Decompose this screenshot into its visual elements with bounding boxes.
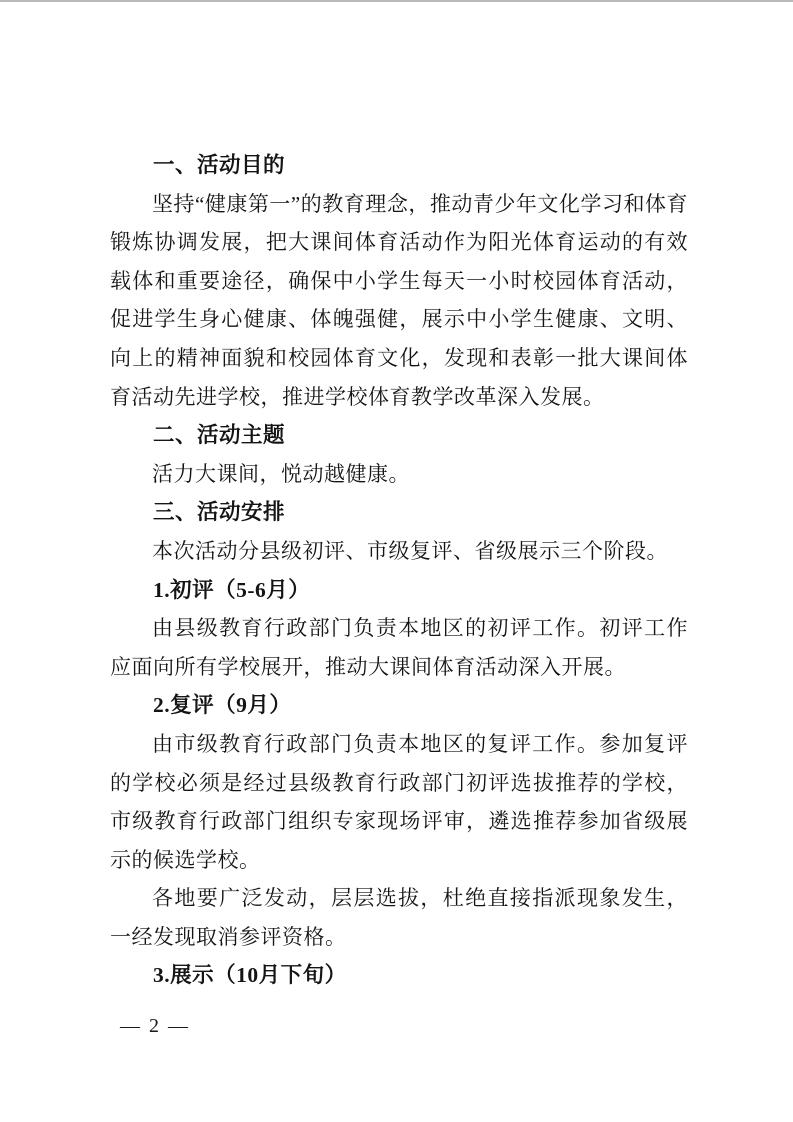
numbered-subheading: 1.初评（5-6月） xyxy=(153,577,311,602)
body-paragraph: 本次活动分县级初评、市级复评、省级展示三个阶段。 xyxy=(152,538,668,563)
section-heading: 一、活动目的 xyxy=(153,153,286,177)
body-paragraph: 活力大课间，悦动越健康。 xyxy=(152,461,410,486)
document-content xyxy=(110,146,688,995)
body-paragraph: 坚持“健康第一”的教育理念，推动青少年文化学习和体育锻炼协调发展，把大课间体育活动作为阳光体育运动的有效载体和重要途径，确保中小学生每天一小时校园体育活动，促进学生身心健康、体魄强健，展示中小学生健康、文明、向上的精神面貌和校园体育文化，发现和表彰一批大课间体育活动先进学校，推进学校体育教学改革深入发展。 xyxy=(110,191,688,409)
body-paragraph: 各地要广泛发动，层层选拔，杜绝直接指派现象发生，一经发现取消参评资格。 xyxy=(110,886,688,949)
numbered-subheading: 3.展示（10月下旬） xyxy=(153,963,347,988)
numbered-subheading: 2.复评（9月） xyxy=(153,693,292,718)
page-number: — 2 — xyxy=(120,1015,190,1037)
page-footer xyxy=(120,1015,190,1038)
body-paragraph: 由县级教育行政部门负责本地区的初评工作。初评工作应面向所有学校展开，推动大课间体育活动深入开展。 xyxy=(110,616,688,679)
section-heading: 二、活动主题 xyxy=(153,423,286,448)
body-paragraph: 由市级教育行政部门负责本地区的复评工作。参加复评的学校必须是经过县级教育行政部门初评选拔推荐的学校，市级教育行政部门组织专家现场评审，遴选推荐参加省级展示的候选学校。 xyxy=(110,731,688,872)
section-heading: 三、活动安排 xyxy=(153,500,286,525)
